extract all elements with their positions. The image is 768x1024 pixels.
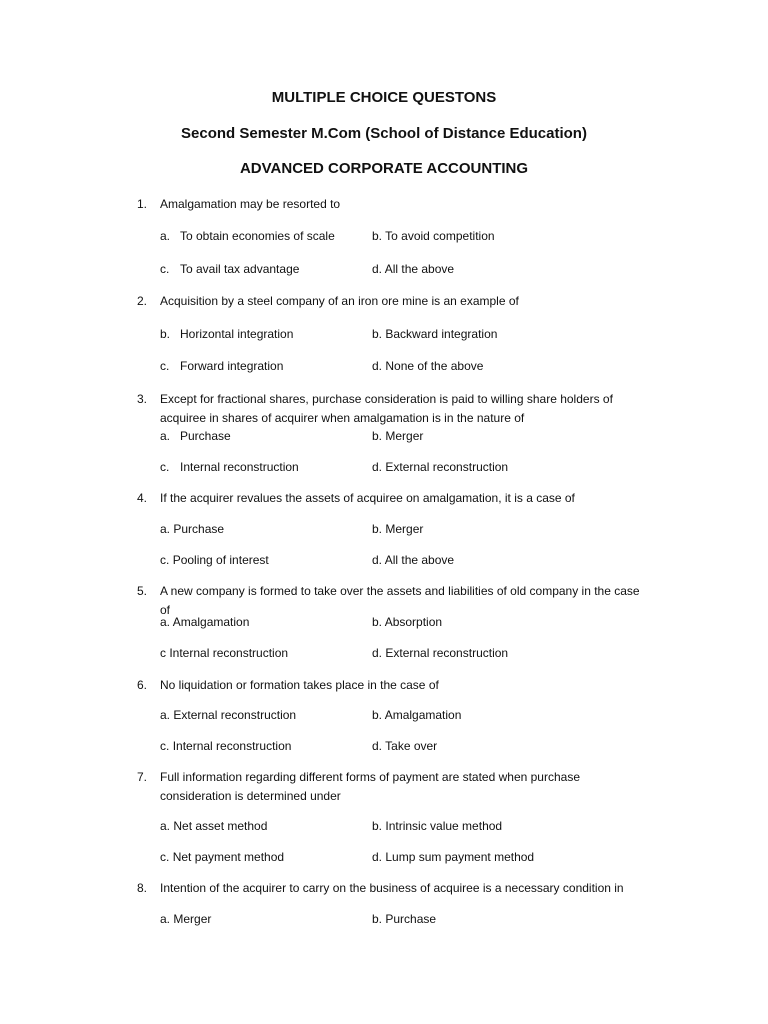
option-d <box>372 261 454 277</box>
option-c <box>160 358 283 374</box>
question-number: 3. <box>137 392 148 406</box>
option-label: a. <box>160 229 171 243</box>
option-a <box>160 707 296 723</box>
option-text: Horizontal integration <box>180 327 294 341</box>
option-text: Intrinsic value method <box>385 819 503 833</box>
option-a <box>160 614 249 630</box>
option-label: a. <box>160 429 171 443</box>
option-label: b. <box>372 522 383 536</box>
option-a <box>160 818 267 834</box>
option-label: d. <box>372 553 383 567</box>
question-number: 5. <box>137 584 148 598</box>
question-text: If the acquirer revalues the assets of acquiree on amalgamation, it is a case of <box>160 491 575 505</box>
option-text: To obtain economies of scale <box>180 229 335 243</box>
option-label: a. <box>160 615 171 629</box>
question-text: A new company is formed to take over the assets and liabilities of old company in the case of <box>160 584 640 617</box>
option-label: d. <box>372 850 383 864</box>
option-c <box>160 459 299 475</box>
option-label: b. <box>372 429 383 443</box>
question-text: Acquisition by a steel company of an iron ore mine is an example of <box>160 294 519 308</box>
question-text: Full information regarding different forms of payment are stated when purchase consideration is determined under <box>160 770 580 803</box>
option-label: c <box>160 646 166 660</box>
option-label: c. <box>160 262 170 276</box>
option-b <box>372 228 495 244</box>
option-text: Lump sum payment method <box>385 850 535 864</box>
option-text: Amalgamation <box>384 708 462 722</box>
option-text: To avail tax advantage <box>180 262 300 276</box>
option-label: b. <box>372 708 383 722</box>
option-label: c. <box>160 553 170 567</box>
option-label: c. <box>160 460 170 474</box>
option-c <box>160 552 269 568</box>
question-number: 2. <box>137 294 148 308</box>
option-text: Merger <box>385 522 424 536</box>
option-label: d. <box>372 460 383 474</box>
option-text: Internal reconstruction <box>169 646 289 660</box>
option-text: Merger <box>173 912 212 926</box>
option-d <box>372 459 508 475</box>
option-text: Net payment method <box>172 850 285 864</box>
option-text: Amalgamation <box>172 615 250 629</box>
option-label: c. <box>160 850 170 864</box>
option-text: All the above <box>384 262 455 276</box>
option-text: Net asset method <box>173 819 268 833</box>
option-label: b. <box>372 912 383 926</box>
option-label: b. <box>372 327 383 341</box>
option-a <box>160 521 224 537</box>
option-a <box>160 228 335 244</box>
option-text: None of the above <box>385 359 484 373</box>
question-text: Except for fractional shares, purchase consideration is paid to willing share holders of acquiree in shares of acquirer when amalgamation is in the nature of <box>160 392 613 425</box>
option-d <box>372 645 508 661</box>
option-c <box>160 849 284 865</box>
option-text: Absorption <box>384 615 443 629</box>
question-number: 1. <box>137 197 148 211</box>
option-text: Internal reconstruction <box>172 739 292 753</box>
option-label: b. <box>160 327 171 341</box>
option-label: b. <box>372 229 383 243</box>
option-b <box>372 818 502 834</box>
question-text: Amalgamation may be resorted to <box>160 197 341 211</box>
option-a <box>160 326 293 342</box>
option-b <box>372 428 423 444</box>
option-text: Merger <box>385 429 424 443</box>
option-label: a. <box>160 912 171 926</box>
option-d <box>372 552 454 568</box>
option-d <box>372 738 437 754</box>
option-label: b. <box>372 819 383 833</box>
option-label: a. <box>160 522 171 536</box>
option-b <box>372 911 436 927</box>
option-text: Backward integration <box>385 327 498 341</box>
option-label: d. <box>372 646 383 660</box>
option-c <box>160 738 291 754</box>
option-text: Purchase <box>173 522 225 536</box>
question-text: Intention of the acquirer to carry on the business of acquiree is a necessary condition in <box>160 881 624 895</box>
option-text: All the above <box>384 553 455 567</box>
course-subtitle: Second Semester M.Com (School of Distance Education) <box>181 125 587 142</box>
option-label: a. <box>160 708 171 722</box>
document-title: MULTIPLE CHOICE QUESTONS <box>271 89 497 106</box>
option-text: To avoid competition <box>385 229 495 243</box>
option-label: c. <box>160 359 170 373</box>
question-number: 7. <box>137 770 148 784</box>
option-label: d. <box>372 359 383 373</box>
option-text: External reconstruction <box>385 460 509 474</box>
option-text: Forward integration <box>180 359 284 373</box>
option-text: External reconstruction <box>385 646 509 660</box>
option-a <box>160 911 211 927</box>
option-b <box>372 521 423 537</box>
option-d <box>372 849 534 865</box>
option-b <box>372 614 442 630</box>
question-number: 8. <box>137 881 148 895</box>
option-c <box>160 261 299 277</box>
option-label: b. <box>372 615 383 629</box>
option-text: Pooling of interest <box>172 553 269 567</box>
question-number: 4. <box>137 491 148 505</box>
option-c <box>160 645 288 661</box>
subject-title: ADVANCED CORPORATE ACCOUNTING <box>239 160 529 177</box>
option-d <box>372 358 483 374</box>
option-label: d. <box>372 262 383 276</box>
option-text: Internal reconstruction <box>180 460 299 474</box>
option-text: External reconstruction <box>173 708 297 722</box>
option-label: c. <box>160 739 170 753</box>
option-a <box>160 428 231 444</box>
question-text: No liquidation or formation takes place in the case of <box>160 678 439 692</box>
option-text: Purchase <box>180 429 231 443</box>
option-text: Take over <box>385 739 438 753</box>
option-label: a. <box>160 819 171 833</box>
option-b <box>372 707 461 723</box>
option-text: Purchase <box>385 912 437 926</box>
question-number: 6. <box>137 678 148 692</box>
option-label: d. <box>372 739 383 753</box>
option-b <box>372 326 497 342</box>
